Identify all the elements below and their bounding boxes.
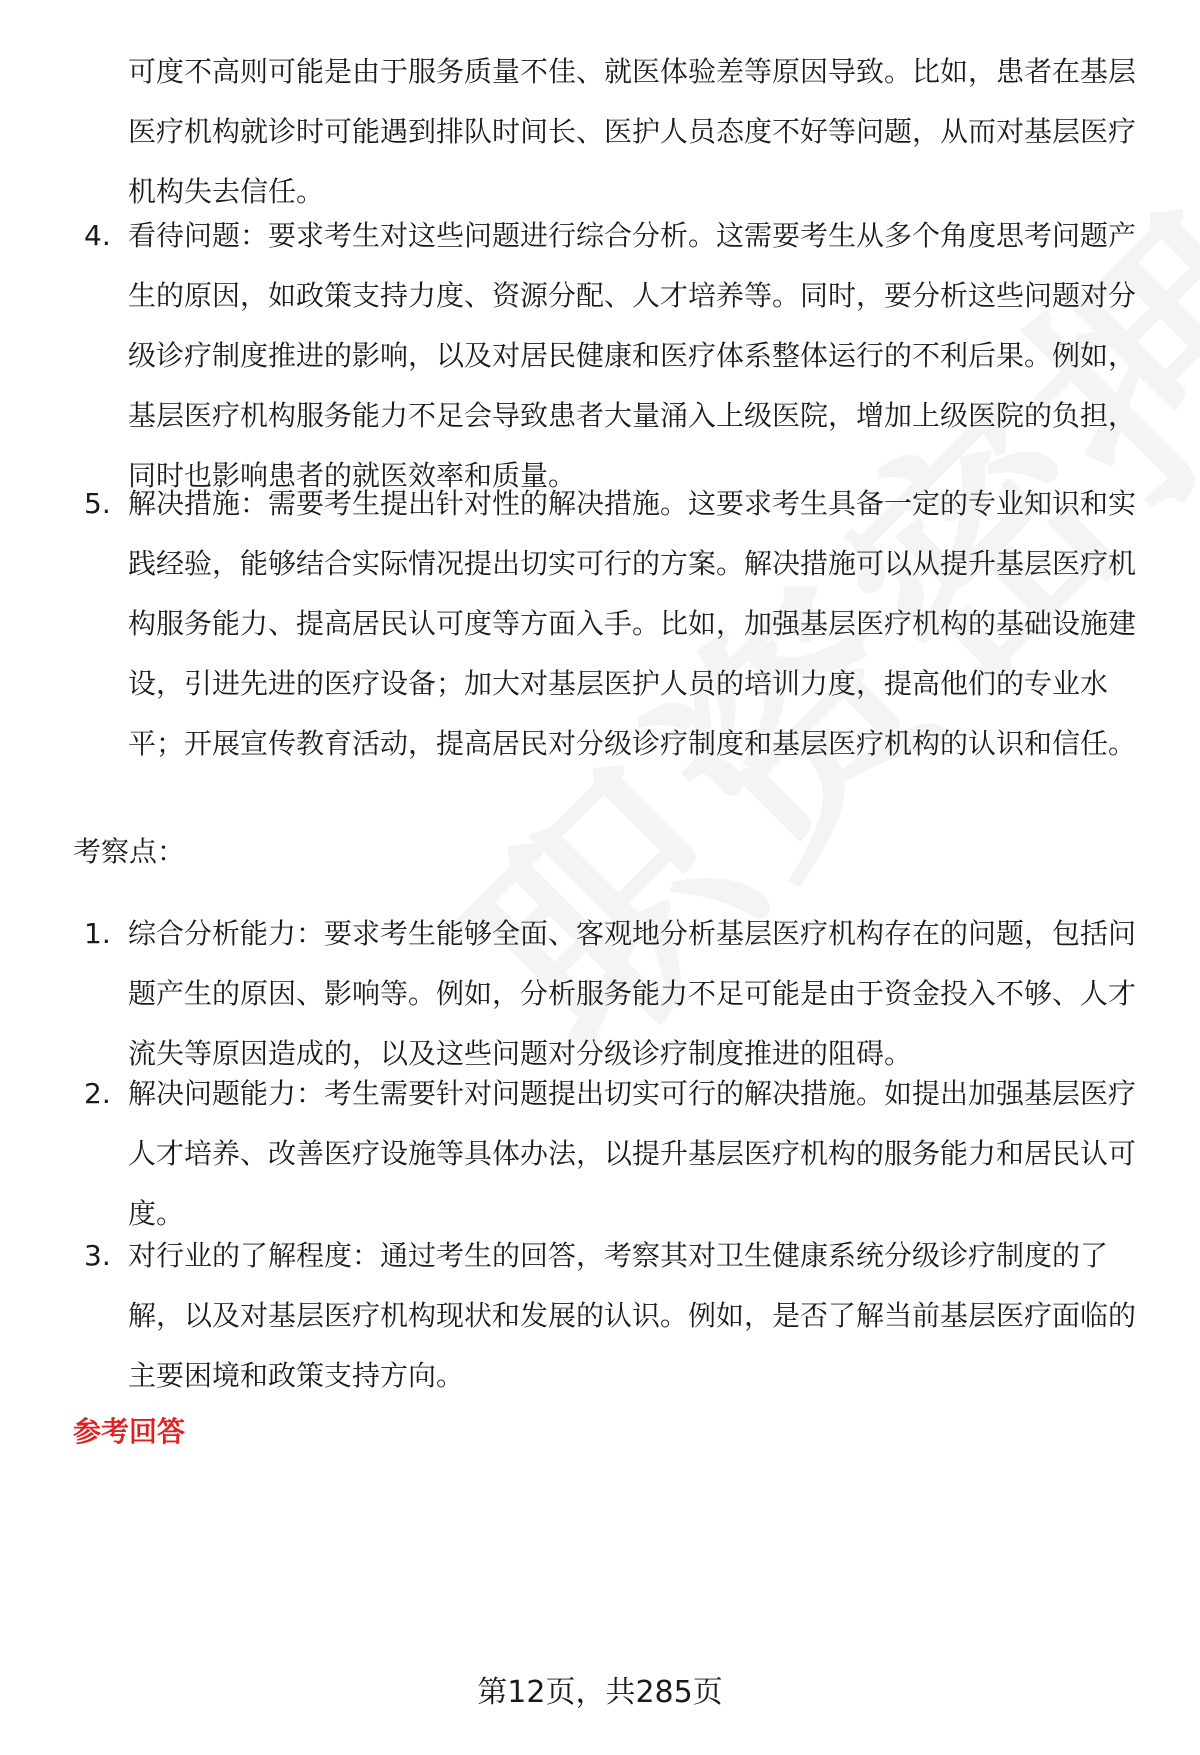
list-number: 1. (84, 917, 111, 950)
list-number: 3. (84, 1239, 111, 1272)
section-label: 考察点： (73, 835, 186, 868)
list-item-text: 对行业的了解程度：通过考生的回答，考察其对卫生健康系统分级诊疗制度的了解，以及对基层医疗机构现状和发展的认识。例如，是否了解当前基层医疗面临的主要困境和政策支持方向。 (128, 1239, 1137, 1392)
list-number: 5. (84, 487, 111, 520)
answer-heading: 参考回答 (73, 1415, 186, 1448)
list-item-text: 看待问题：要求考生对这些问题进行综合分析。这需要考生从多个角度思考问题产生的原因，如政策支持力度、资源分配、人才培养等。同时，要分析这些问题对分级诊疗制度推进的影响，以及对居民健康和医疗体系整体运行的不利后果。例如，基层医疗机构服务能力不足会导致患者大量涌入上级医院，增加上级医院的负担，同时也影响患者的就医效率和质量。 (128, 219, 1137, 492)
list-item-4 (84, 206, 1148, 506)
list-number: 2. (84, 1077, 111, 1110)
list-item-text: 综合分析能力：要求考生能够全面、客观地分析基层医疗机构存在的问题，包括问题产生的原因、影响等。例如，分析服务能力不足可能是由于资金投入不够、人才流失等原因造成的，以及这些问题对分级诊疗制度推进的阻碍。 (128, 917, 1137, 1070)
list-item-text: 解决问题能力：考生需要针对问题提出切实可行的解决措施。如提出加强基层医疗人才培养、改善医疗设施等具体办法，以提升基层医疗机构的服务能力和居民认可度。 (128, 1077, 1137, 1230)
list-item-5 (84, 474, 1148, 774)
list-item-2 (84, 1064, 1148, 1244)
list-item-text: 解决措施：需要考生提出针对性的解决措施。这要求考生具备一定的专业知识和实践经验，能够结合实际情况提出切实可行的方案。解决措施可以从提升基层医疗机构服务能力、提高居民认可度等方面入手。比如，加强基层医疗机构的基础设施建设，引进先进的医疗设备；加大对基层医护人员的培训力度，提高他们的专业水平；开展宣传教育活动，提高居民对分级诊疗制度和基层医疗机构的认识和信任。 (128, 487, 1137, 760)
list-number: 4. (84, 219, 111, 252)
list-item-3 (84, 1226, 1148, 1406)
continuation-paragraph: 可度不高则可能是由于服务质量不佳、就医体验差等原因导致。比如，患者在基层医疗机构就诊时可能遇到排队时间长、医护人员态度不好等问题，从而对基层医疗机构失去信任。 (128, 55, 1137, 208)
page-footer: 第12页，共285页 (477, 1675, 723, 1710)
list-item-1 (84, 904, 1148, 1084)
